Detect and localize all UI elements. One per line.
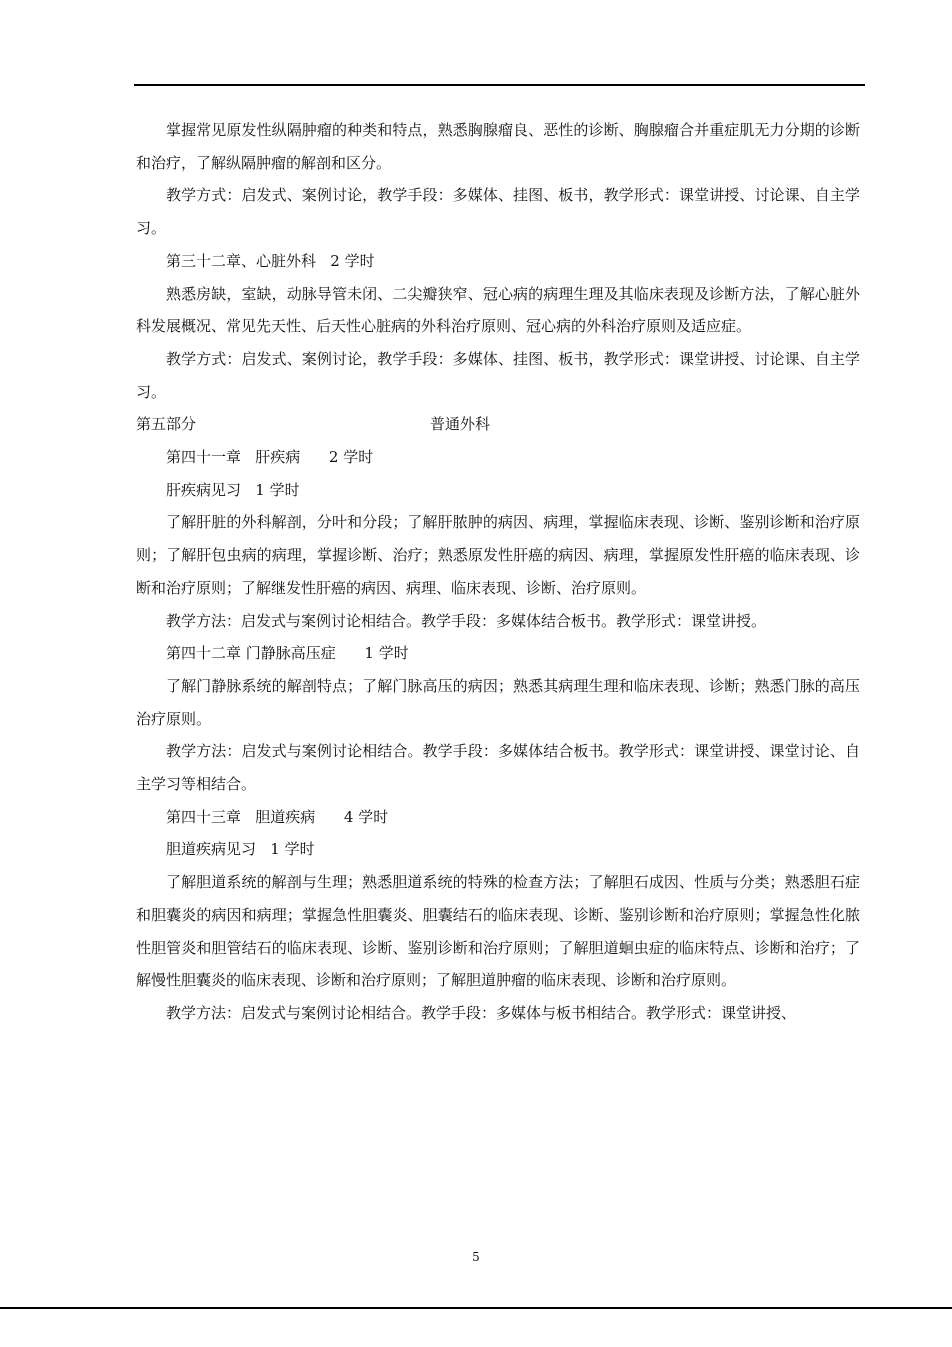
page-number: 5	[472, 1250, 480, 1264]
paragraph-teaching-method: 教学方法：启发式与案例讨论相结合。教学手段：多媒体结合板书。教学形式：课堂讲授。	[166, 611, 767, 630]
paragraph-teaching-method: 教学方法：启发式与案例讨论相结合。教学手段：多媒体与板书相结合。教学形式：课堂讲授、	[166, 1003, 797, 1022]
chapter-heading-43: 第四十三章 胆道疾病 4 学时	[166, 807, 389, 826]
document-body	[136, 114, 860, 1030]
subheading-biliary-practice: 胆道疾病见习 1 学时	[166, 840, 315, 859]
part-heading	[136, 408, 860, 441]
chapter-heading-32: 第三十二章、心脏外科 2 学时	[166, 251, 375, 270]
footer-rule	[0, 1307, 952, 1309]
part-label: 第五部分	[136, 415, 197, 434]
chapter-heading-42: 第四十二章 门静脉高压症 1 学时	[166, 644, 409, 663]
paragraph-teaching-method: 教学方式：启发式、案例讨论，教学手段：多媒体、挂图、板书，教学形式：课堂讲授、讨论课、自主学习。	[136, 349, 860, 401]
chapter-heading-41: 第四十一章 肝疾病 2 学时	[166, 448, 374, 467]
paragraph-teaching-method: 教学方法：启发式与案例讨论相结合。教学手段：多媒体结合板书。教学形式：课堂讲授、课堂讨论、自主学习等相结合。	[136, 742, 860, 794]
paragraph-portal-hypertension: 了解门静脉系统的解剖特点；了解门脉高压的病因；熟悉其病理生理和临床表现、诊断；熟悉门脉的高压治疗原则。	[136, 676, 860, 728]
subheading-liver-practice: 肝疾病见习 1 学时	[166, 480, 300, 499]
paragraph-liver-disease: 了解肝脏的外科解剖，分叶和分段；了解肝脓肿的病因、病理，掌握临床表现、诊断、鉴别诊断和治疗原则；了解肝包虫病的病理，掌握诊断、治疗；熟悉原发性肝癌的病因、病理，掌握原发性肝癌的临床表现、诊断和治疗原则；了解继发性肝癌的病因、病理、临床表现、诊断、治疗原则。	[136, 513, 860, 597]
paragraph-teaching-method: 教学方式：启发式、案例讨论，教学手段：多媒体、挂图、板书，教学形式：课堂讲授、讨论课、自主学习。	[136, 186, 860, 238]
paragraph-cardiac-surgery: 熟悉房缺，室缺，动脉导管未闭、二尖瓣狭窄、冠心病的病理生理及其临床表现及诊断方法，了解心脏外科发展概况、常见先天性、后天性心脏病的外科治疗原则、冠心病的外科治疗原则及适应症。	[136, 284, 860, 336]
paragraph-mediastinal-tumor: 掌握常见原发性纵隔肿瘤的种类和特点，熟悉胸腺瘤良、恶性的诊断、胸腺瘤合并重症肌无力分期的诊断和治疗，了解纵隔肿瘤的解剖和区分。	[136, 121, 860, 172]
header-rule	[134, 84, 865, 86]
part-title: 普通外科	[430, 415, 491, 434]
paragraph-biliary-disease: 了解胆道系统的解剖与生理；熟悉胆道系统的特殊的检查方法；了解胆石成因、性质与分类；熟悉胆石症和胆囊炎的病因和病理；掌握急性胆囊炎、胆囊结石的临床表现、诊断、鉴别诊断和治疗原则；掌握急性化脓性胆管炎和胆管结石的临床表现、诊断、鉴别诊断和治疗原则；了解胆道蛔虫症的临床特点、诊断和治疗；了解慢性胆囊炎的临床表现、诊断和治疗原则；了解胆道肿瘤的临床表现、诊断和治疗原则。	[136, 873, 860, 990]
